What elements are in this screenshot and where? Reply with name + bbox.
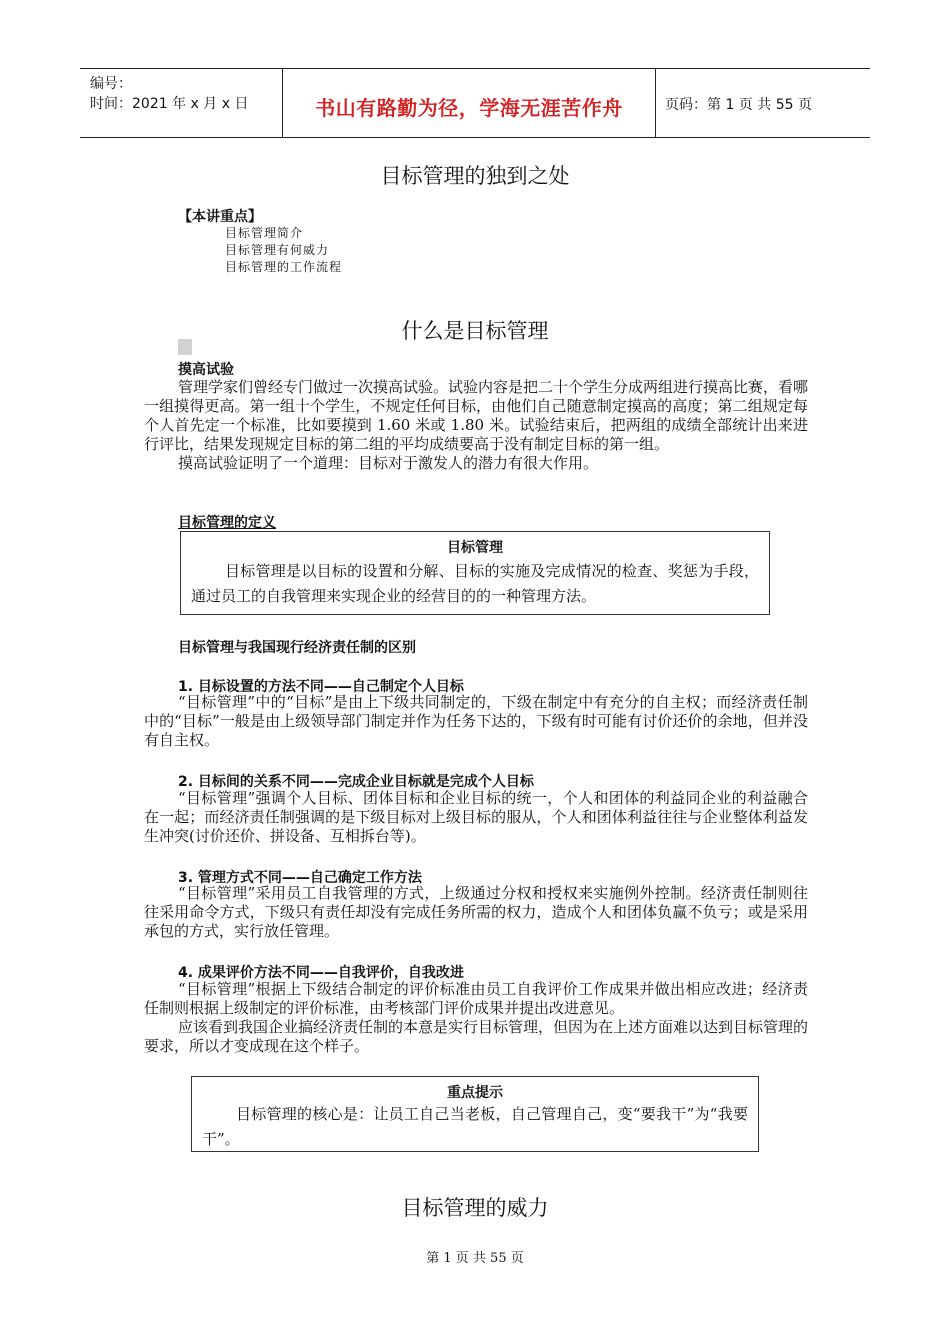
focus-label: 【本讲重点】 (178, 209, 262, 225)
point-body (144, 980, 808, 1056)
header-page-cell (655, 69, 870, 137)
tip-box-body: 目标管理的核心是：让员工自己当老板，自己管理自己，变“要我干”为“我要干”。 (202, 1105, 748, 1148)
page-footer: 第 1 页 共 55 页 (426, 1251, 524, 1266)
point-heading: 3. 管理方式不同——自己确定工作方法 (178, 870, 422, 886)
difference-heading: 目标管理与我国现行经济责任制的区别 (178, 640, 416, 656)
experiment-body (144, 378, 808, 473)
point-paragraph: “目标管理”采用员工自我管理的方式，上级通过分权和授权来实施例外控制。经济责任制则往往采用命令方式，下级只有责任却没有完成任务所需的权力，造成个人和团体负赢不负亏；或是采用承包的方式，实行放任管理。 (144, 884, 808, 940)
focus-item: 目标管理的工作流程 (225, 260, 343, 274)
header-page-info: 页码：第 1 页 共 55 页 (665, 97, 812, 113)
point-body (144, 789, 808, 846)
experiment-heading: 摸高试验 (178, 362, 234, 378)
point-heading: 4. 成果评价方法不同——自我评价，自我改进 (178, 965, 464, 981)
doc-number-label: 编号： (90, 76, 132, 92)
document-title: 目标管理的独到之处 (380, 164, 570, 188)
section-title: 什么是目标管理 (401, 319, 549, 343)
definition-heading: 目标管理的定义 (178, 515, 276, 531)
definition-box-title: 目标管理 (447, 540, 503, 556)
definition-box-body: 目标管理是以目标的设置和分解、目标的实施及完成情况的检查、奖惩为手段，通过员工的自我管理来实现企业的经营目的的一种管理方法。 (191, 562, 759, 605)
header-motto-cell (282, 69, 656, 137)
page-header (80, 68, 870, 138)
experiment-paragraph: 管理学家们曾经专门做过一次摸高试验。试验内容是把二十个学生分成两组进行摸高比赛，看哪一组摸得更高。第一组十个学生，不规定任何目标，由他们自己随意制定摸高的高度；第二组规定每个人首先定一个标准，比如要摸到 1.60 米或 1.80 米。试验结束后，把两组的成绩全部统计出来进行评比，结果发现规定目标的第二组的平均成绩要高于没有制定目标的第一组。 (144, 378, 809, 453)
point-paragraph: “目标管理”中的“目标”是由上下级共同制定的，下级在制定中有充分的自主权；而经济责任制中的“目标”一般是由上级领导部门制定并作为任务下达的，下级有时可能有讨价还价的余地，但并没有自主权。 (144, 693, 808, 749)
point-paragraph: “目标管理”根据上下级结合制定的评价标准由员工自我评价工作成果并做出相应改进；经济责任制则根据上级制定的评价标准，由考核部门评价成果并提出改进意见。 (144, 980, 808, 1017)
focus-item: 目标管理简介 (225, 226, 304, 240)
point-heading: 1. 目标设置的方法不同——自己制定个人目标 (178, 679, 464, 695)
point-body (144, 693, 808, 750)
header-meta-cell (80, 69, 282, 137)
experiment-conclusion: 摸高试验证明了一个道理：目标对于激发人的潜力有很大作用。 (178, 454, 599, 472)
tip-box (191, 1076, 759, 1152)
doc-time-label: 时间：2021 年 x 月 x 日 (90, 96, 249, 112)
tip-box-title: 重点提示 (447, 1085, 503, 1101)
point-paragraph: “目标管理”强调个人目标、团体目标和企业目标的统一，个人和团体的利益同企业的利益融合在一起；而经济责任制强调的是下级目标对上级目标的服从，个人和团体利益往往与企业整体利益发生冲突(讨价还价、拼设备、互相拆台等)。 (144, 789, 808, 845)
header-motto: 书山有路勤为径，学海无涯苦作舟 (315, 96, 623, 120)
section-title: 目标管理的威力 (401, 1196, 549, 1220)
point-body (144, 884, 808, 941)
definition-box (180, 531, 770, 615)
point-heading: 2. 目标间的关系不同——完成企业目标就是完成个人目标 (178, 774, 534, 790)
point-paragraph: 应该看到我国企业搞经济责任制的本意是实行目标管理，但因为在上述方面难以达到目标管理的要求，所以才变成现在这个样子。 (144, 1018, 809, 1055)
focus-item: 目标管理有何威力 (225, 243, 330, 257)
grey-marker (178, 339, 192, 355)
